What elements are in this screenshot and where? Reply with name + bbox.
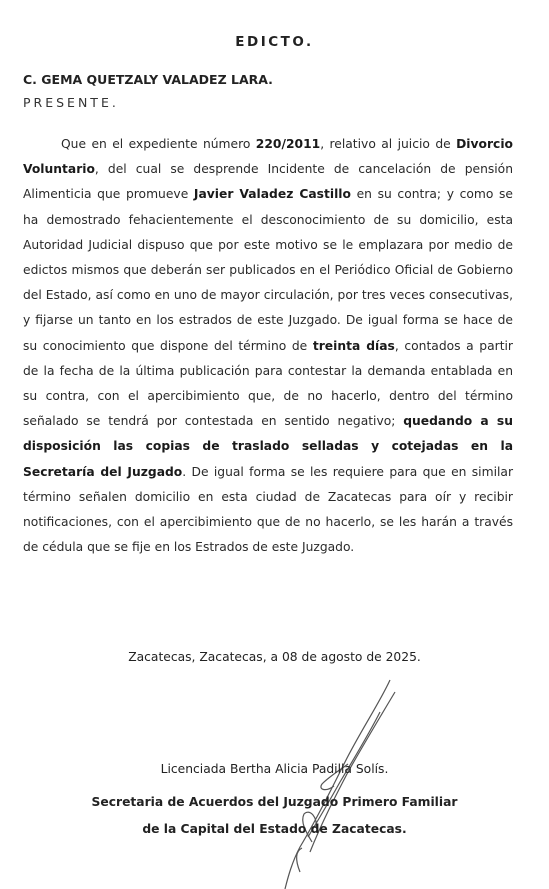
signatory-title: Secretaria de Acuerdos del Juzgado Primero Familiar [91, 795, 458, 809]
signatory-name: Licenciada Bertha Alicia Padilla Solís. [160, 762, 389, 776]
signatory-jurisdiction: de la Capital del Estado de Zacatecas. [142, 822, 407, 836]
copies-notice: quedando a su disposición las copias de traslado selladas y cotejadas en la Secretaría del Juzgado [23, 414, 513, 479]
document-title: EDICTO. [235, 34, 314, 50]
date-line: Zacatecas, Zacatecas, a 08 de agosto de 2025. [128, 650, 421, 664]
salutation: PRESENTE. [23, 95, 119, 110]
body-text: , contados a partir de la fecha de la última publicación para contestar la demanda entablada en su contra, con el apercibimiento que, de no hacerlo, dentro del término señalado se tendrá por contestada en sentido negativo; [23, 338, 513, 429]
edict-body [23, 132, 513, 560]
body-text: en su contra; y como se ha demostrado fehacientemente el desconocimiento de su domicilio, esta Autoridad Judicial dispuso que por este motivo se le emplazara por medio de edictos mismos que deberán ser publicados en el Periódico Oficial de Gobierno del Estado, así como en uno de mayor circulación, por tres veces consecutivas, y fijarse un tanto en los estrados de este Juzgado. De igual forma se hace de su conocimiento que dispone del término de [23, 187, 513, 353]
addressee-name: C. GEMA QUETZALY VALADEZ LARA. [23, 72, 273, 87]
body-text: , relativo al juicio de [320, 137, 457, 151]
handwritten-signature [230, 672, 430, 889]
body-text: , del cual se desprende Incidente de cancelación de pensión Alimenticia que promueve [23, 162, 513, 202]
body-text: Que en el expediente número [61, 137, 256, 151]
case-number: 220/2011 [255, 137, 321, 151]
body-text: . De igual forma se les requiere para que en similar término señalen domicilio en esta ciudad de Zacatecas para oír y recibir notificaciones, con el apercibimiento que de no hacerlo, se les harán a través de cédula que se fije en los Estrados de este Juzgado. [23, 464, 513, 555]
trial-type: Divorcio Voluntario [23, 137, 513, 177]
plaintiff-name: Javier Valadez Castillo [193, 187, 351, 202]
deadline-term: treinta días [312, 338, 395, 353]
